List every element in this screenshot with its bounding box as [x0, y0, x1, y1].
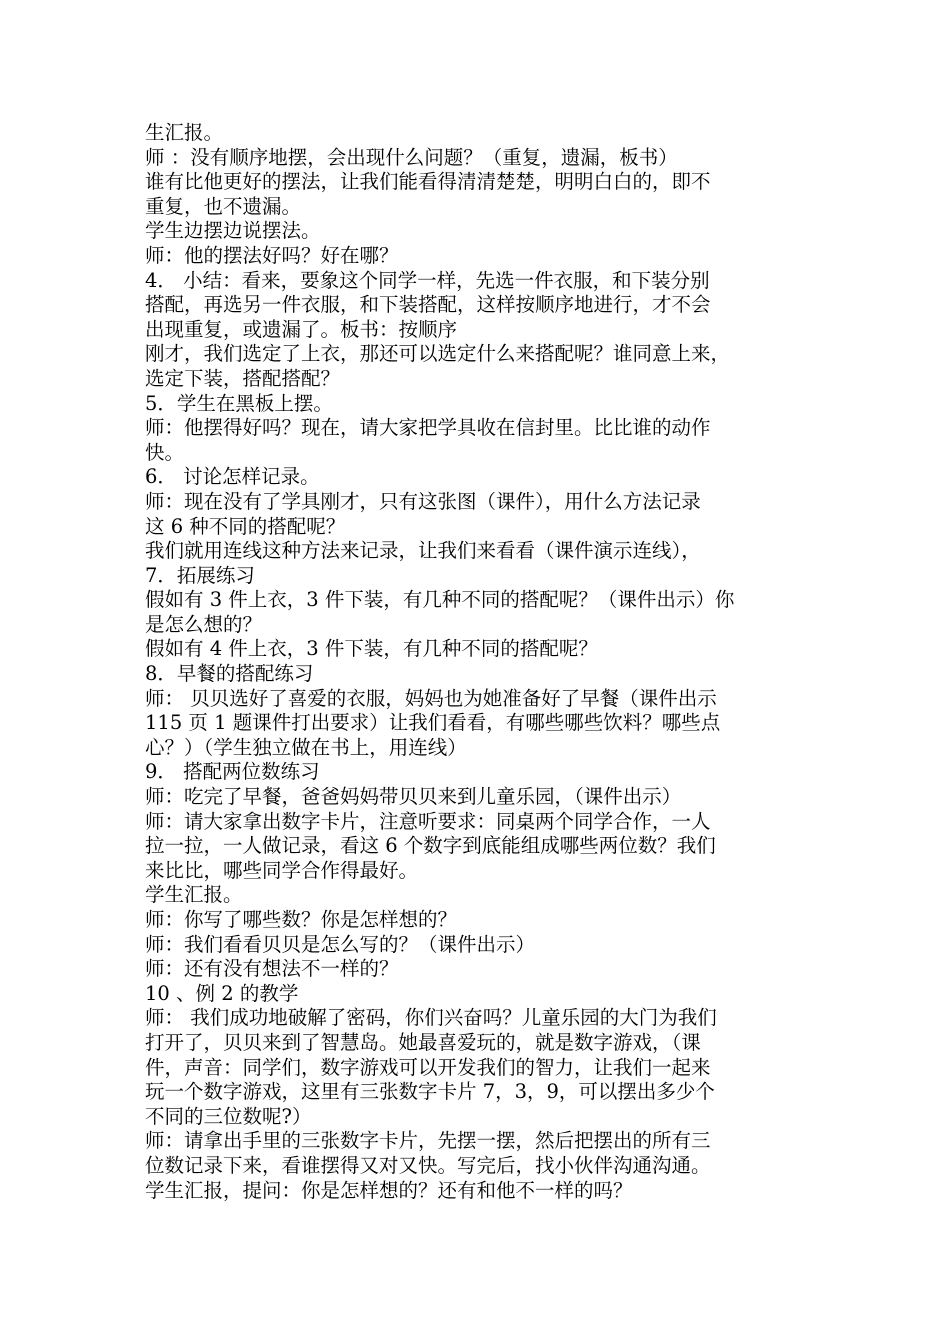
text-line: 师 ：没有顺序地摆，会出现什么问题？（重复，遗漏，板书） — [145, 145, 678, 169]
text-line: 生汇报。 — [145, 121, 224, 144]
text-line: 搭配，再选另一件衣服，和下装搭配，这样按顺序地进行，才不会 — [145, 293, 711, 317]
text-line: 选定下装，搭配搭配？ — [145, 366, 341, 390]
text-line: 师：我们看看贝贝是怎么写的？（课件出示） — [145, 932, 536, 956]
text-line: 4． 小结：看来，要象这个同学一样，先选一件衣服，和下装分别 — [145, 268, 710, 292]
text-line: 5．学生在黑板上摆。 — [145, 391, 333, 415]
text-line: 玩一个数字游戏，这里有三张数字卡片 7，3，9，可以摆出多少个 — [145, 1080, 715, 1104]
text-line: 7．拓展练习 — [145, 563, 255, 587]
text-line: 师：他的摆法好吗？好在哪？ — [145, 243, 399, 267]
text-line: 假如有 3 件上衣，3 件下装，有几种不同的搭配呢？（课件出示）你 — [145, 588, 735, 612]
text-line: 师：请拿出手里的三张数字卡片，先摆一摆，然后把摆出的所有三 — [145, 1129, 711, 1153]
text-line: 打开了，贝贝来到了智慧岛。她最喜爱玩的，就是数字游戏，（课 — [145, 1030, 701, 1054]
text-line: 学生边摆边说摆法。 — [145, 219, 321, 243]
text-line: 师：吃完了早餐，爸爸妈妈带贝贝来到儿童乐园，（课件出示） — [145, 785, 682, 809]
text-line: 这 6 种不同的搭配呢？ — [145, 514, 346, 538]
text-line: 是怎么想的？ — [145, 612, 263, 636]
text-line: 10 、例 2 的教学 — [145, 981, 299, 1005]
text-line: 学生汇报。 — [145, 883, 243, 907]
text-line: 心？）（学生独立做在书上，用连线） — [145, 735, 467, 759]
text-line: 假如有 4 件上衣，3 件下装，有几种不同的搭配呢？ — [145, 637, 598, 661]
text-line: 师：现在没有了学具刚才，只有这张图（课件），用什么方法记录 — [145, 489, 701, 513]
text-line: 师：请大家拿出数字卡片，注意听要求：同桌两个同学合作，一人 — [145, 809, 711, 833]
text-line: 出现重复，或遗漏了。板书：按顺序 — [145, 317, 458, 341]
text-line: 115 页 1 题课件打出要求）让我们看看，有哪些哪些饮料？哪些点 — [145, 711, 721, 735]
text-line: 师： 贝贝选好了喜爱的衣服，妈妈也为她准备好了早餐（课件出示 — [145, 686, 717, 710]
text-line: 学生汇报，提问：你是怎样想的？还有和他不一样的吗？ — [145, 1178, 633, 1202]
text-line: 我们就用连线这种方法来记录，让我们来看看（课件演示连线）， — [145, 539, 701, 563]
text-line: 9． 搭配两位数练习 — [145, 760, 320, 784]
text-line: 快。 — [145, 440, 185, 464]
document-body — [145, 121, 820, 1203]
text-line: 位数记录下来，看谁摆得又对又快。写完后，找小伙伴沟通沟通。 — [145, 1153, 711, 1177]
text-line: 拉一拉，一人做记录，看这 6 个数字到底能组成哪些两位数？我们 — [145, 834, 716, 858]
text-line: 师：他摆得好吗？现在，请大家把学具收在信封里。比比谁的动作 — [145, 416, 711, 440]
text-line: 重复，也不遗漏。 — [145, 194, 302, 218]
text-line: 师：你写了哪些数？你是怎样想的？ — [145, 908, 458, 931]
text-line: 谁有比他更好的摆法，让我们能看得清清楚楚，明明白白的，即不 — [145, 170, 711, 194]
text-line: 来比比，哪些同学合作得最好。 — [145, 858, 419, 882]
text-line: 件，声音：同学们，数字游戏可以开发我们的智力，让我们一起来 — [145, 1055, 711, 1079]
text-line: 师：还有没有想法不一样的？ — [145, 957, 399, 981]
text-line: 8．早餐的搭配练习 — [145, 662, 314, 686]
text-line: 不同的三位数呢?） — [145, 1104, 312, 1128]
text-line: 刚才，我们选定了上衣，那还可以选定什么来搭配呢？谁同意上来， — [145, 342, 731, 366]
text-line: 6． 讨论怎样记录。 — [145, 465, 320, 489]
text-line: 师： 我们成功地破解了密码，你们兴奋吗？儿童乐园的大门为我们 — [145, 1006, 717, 1030]
